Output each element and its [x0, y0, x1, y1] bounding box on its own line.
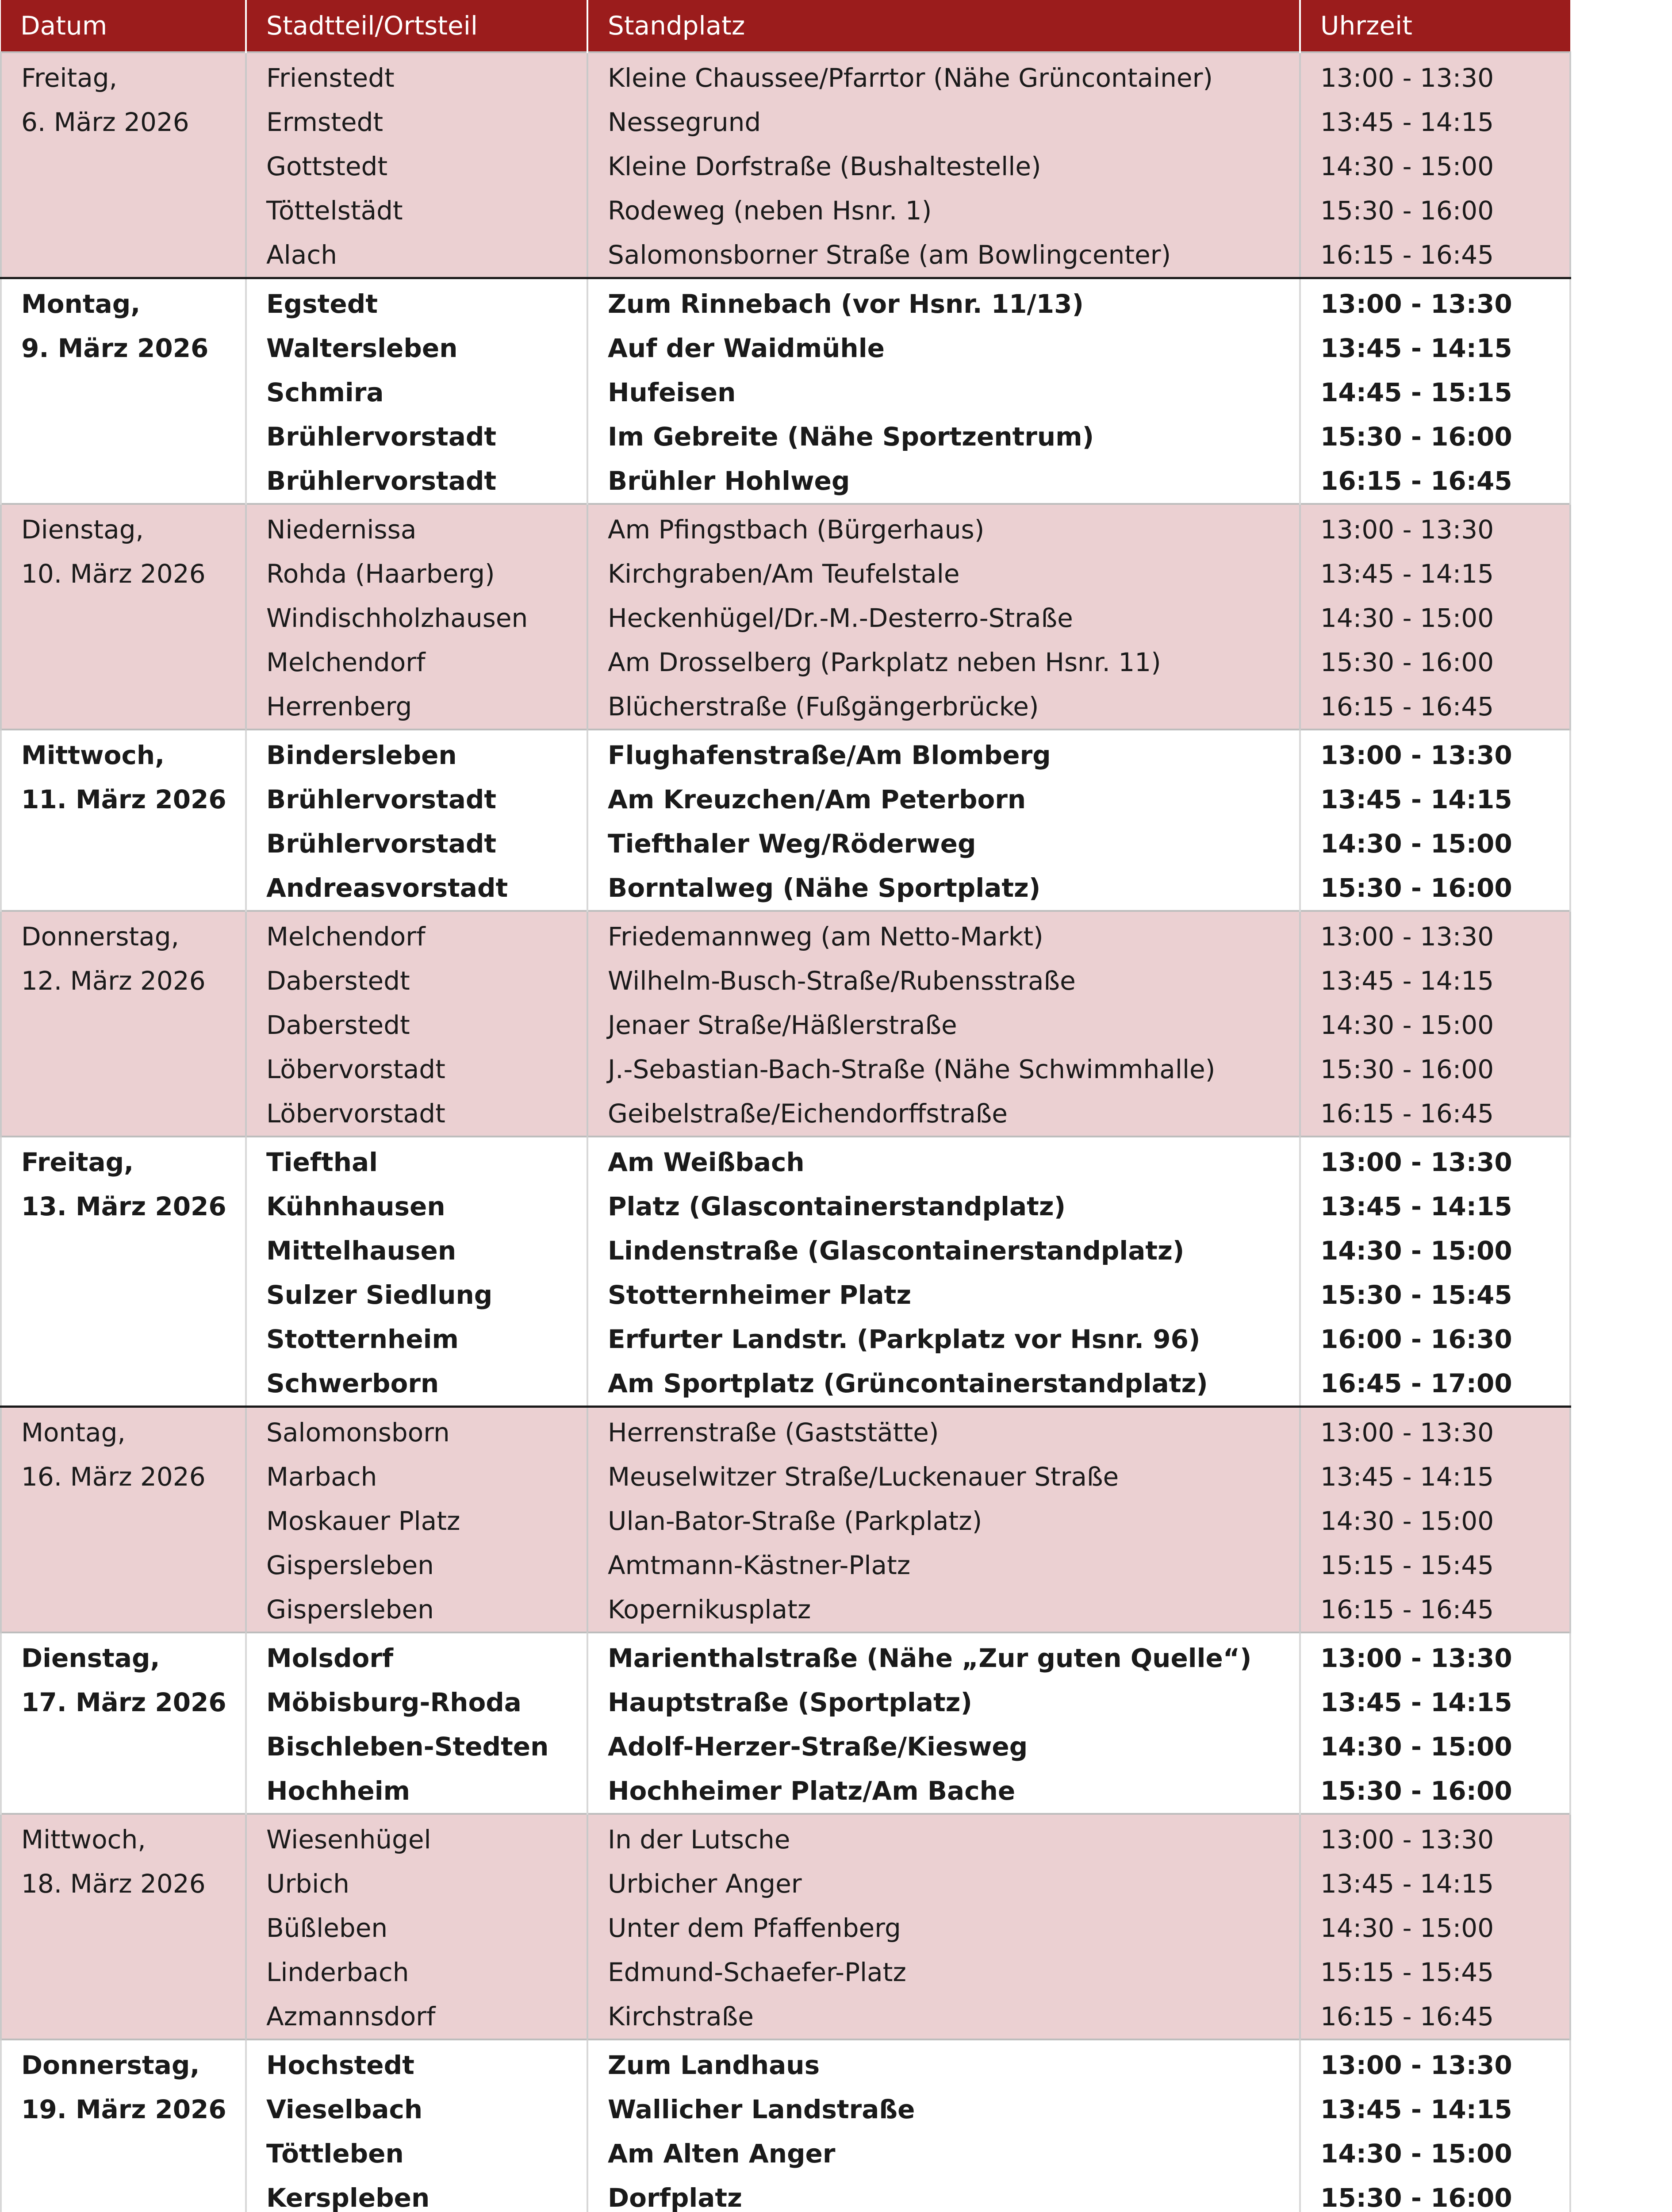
date-cell	[1, 911, 246, 1137]
location-name: Auf der Waidmühle	[608, 333, 885, 363]
location-name: Am Pfingstbach (Bürgerhaus)	[608, 515, 985, 545]
district-name: Gottstedt	[266, 151, 388, 181]
district-name: Brühlervorstadt	[266, 829, 497, 859]
district-name: Töttelstädt	[266, 196, 403, 226]
time-range: 15:30 - 16:00	[1320, 647, 1494, 677]
location-name: Am Drosselberg (Parkplatz neben Hsnr. 11)	[608, 647, 1161, 677]
time-cell	[1300, 1814, 1570, 2039]
time-range: 14:30 - 15:00	[1320, 603, 1494, 633]
district-name: Bischleben-Stedten	[266, 1732, 549, 1762]
location-name: Kleine Chaussee/Pfarrtor (Nähe Grüncontainer)	[608, 63, 1213, 93]
date-line: Freitag,	[21, 1147, 134, 1177]
district-name: Alach	[266, 240, 337, 270]
date-line: Mittwoch,	[21, 740, 165, 770]
schedule-group-row	[1, 2039, 1570, 2212]
header-datum: Datum	[1, 0, 246, 52]
district-cell	[246, 278, 587, 504]
district-name: Mittelhausen	[266, 1236, 456, 1266]
district-name: Marbach	[266, 1462, 377, 1492]
location-name: Ulan-Bator-Straße (Parkplatz)	[608, 1506, 982, 1536]
location-cell	[587, 504, 1300, 730]
location-name: Wilhelm-Busch-Straße/Rubensstraße	[608, 966, 1076, 996]
time-range: 13:45 - 14:15	[1320, 2094, 1512, 2124]
district-name: Ermstedt	[266, 107, 383, 137]
time-range: 15:30 - 16:00	[1320, 873, 1512, 903]
district-name: Frienstedt	[266, 63, 395, 93]
location-name: Stotternheimer Platz	[608, 1280, 912, 1310]
location-name: Heckenhügel/Dr.-M.-Desterro-Straße	[608, 603, 1073, 633]
location-name: Hauptstraße (Sportplatz)	[608, 1687, 972, 1717]
time-cell	[1300, 1137, 1570, 1407]
location-cell	[587, 52, 1300, 278]
location-name: Borntalweg (Nähe Sportplatz)	[608, 873, 1041, 903]
district-cell	[246, 911, 587, 1137]
date-line: Donnerstag,	[21, 922, 179, 952]
location-name: Tiefthaler Weg/Röderweg	[608, 829, 976, 859]
district-name: Brühlervorstadt	[266, 784, 497, 814]
district-name: Töttleben	[266, 2139, 404, 2169]
table-body	[1, 52, 1570, 2212]
time-range: 13:00 - 13:30	[1320, 1643, 1512, 1673]
date-line: Montag,	[21, 289, 141, 319]
header-uhrzeit: Uhrzeit	[1300, 0, 1570, 52]
location-name: Am Weißbach	[608, 1147, 805, 1177]
time-range: 16:15 - 16:45	[1320, 1098, 1494, 1129]
location-name: Zum Rinnebach (vor Hsnr. 11/13)	[608, 289, 1084, 319]
district-name: Moskauer Platz	[266, 1506, 460, 1536]
district-cell	[246, 1632, 587, 1814]
time-range: 13:00 - 13:30	[1320, 1824, 1494, 1855]
location-name: Hufeisen	[608, 377, 736, 407]
district-name: Molsdorf	[266, 1643, 394, 1673]
time-range: 14:30 - 15:00	[1320, 1913, 1494, 1943]
district-cell	[246, 1407, 587, 1633]
location-name: Platz (Glascontainerstandplatz)	[608, 1191, 1066, 1221]
district-name: Melchendorf	[266, 922, 426, 952]
district-cell	[246, 2039, 587, 2212]
time-range: 14:30 - 15:00	[1320, 1732, 1512, 1762]
date-line: 11. März 2026	[21, 784, 226, 814]
schedule-group-row	[1, 911, 1570, 1137]
date-cell	[1, 2039, 246, 2212]
time-range: 14:30 - 15:00	[1320, 151, 1494, 181]
table-header-row	[1, 0, 1570, 52]
time-range: 13:45 - 14:15	[1320, 784, 1512, 814]
location-name: Meuselwitzer Straße/Luckenauer Straße	[608, 1462, 1119, 1492]
district-name: Vieselbach	[266, 2094, 423, 2124]
location-name: J.-Sebastian-Bach-Straße (Nähe Schwimmhalle)	[608, 1054, 1216, 1084]
header-standplatz: Standplatz	[587, 0, 1300, 52]
district-name: Löbervorstadt	[266, 1098, 445, 1129]
date-cell	[1, 1632, 246, 1814]
location-cell	[587, 1814, 1300, 2039]
schedule-group-row	[1, 52, 1570, 278]
location-name: Herrenstraße (Gaststätte)	[608, 1417, 939, 1448]
time-range: 13:45 - 14:15	[1320, 333, 1512, 363]
location-name: Am Sportplatz (Grüncontainerstandplatz)	[608, 1368, 1208, 1398]
location-name: Geibelstraße/Eichendorffstraße	[608, 1098, 1008, 1129]
date-line: Mittwoch,	[21, 1824, 146, 1855]
district-name: Daberstedt	[266, 966, 410, 996]
date-line: Montag,	[21, 1417, 126, 1448]
district-name: Azmannsdorf	[266, 2001, 436, 2032]
district-name: Brühlervorstadt	[266, 422, 497, 452]
date-cell	[1, 504, 246, 730]
time-range: 16:15 - 16:45	[1320, 2001, 1494, 2032]
date-line: Dienstag,	[21, 515, 144, 545]
location-name: Adolf-Herzer-Straße/Kiesweg	[608, 1732, 1028, 1762]
time-range: 16:00 - 16:30	[1320, 1324, 1512, 1354]
schedule-group-row	[1, 504, 1570, 730]
date-line: 18. März 2026	[21, 1869, 206, 1899]
time-range: 16:45 - 17:00	[1320, 1368, 1512, 1398]
district-cell	[246, 504, 587, 730]
time-range: 16:15 - 16:45	[1320, 1594, 1494, 1624]
time-range: 15:30 - 16:00	[1320, 1054, 1494, 1084]
time-range: 14:30 - 15:00	[1320, 829, 1512, 859]
district-name: Andreasvorstadt	[266, 873, 508, 903]
date-line: Dienstag,	[21, 1643, 160, 1673]
time-range: 15:15 - 15:45	[1320, 1550, 1494, 1580]
location-cell	[587, 278, 1300, 504]
time-range: 13:45 - 14:15	[1320, 1687, 1512, 1717]
location-name: Amtmann-Kästner-Platz	[608, 1550, 911, 1580]
location-cell	[587, 1137, 1300, 1407]
location-name: Friedemannweg (am Netto-Markt)	[608, 922, 1043, 952]
district-name: Waltersleben	[266, 333, 458, 363]
time-range: 13:00 - 13:30	[1320, 515, 1494, 545]
time-range: 16:15 - 16:45	[1320, 240, 1494, 270]
location-name: Am Alten Anger	[608, 2139, 836, 2169]
district-name: Wiesenhügel	[266, 1824, 431, 1855]
time-range: 13:00 - 13:30	[1320, 1147, 1512, 1177]
district-name: Brühlervorstadt	[266, 466, 497, 496]
schedule-group-row	[1, 1137, 1570, 1407]
time-range: 13:45 - 14:15	[1320, 966, 1494, 996]
district-name: Kühnhausen	[266, 1191, 445, 1221]
time-range: 13:45 - 14:15	[1320, 1191, 1512, 1221]
time-range: 15:30 - 15:45	[1320, 1280, 1512, 1310]
schedule-group-row	[1, 1407, 1570, 1633]
district-name: Kerspleben	[266, 2183, 430, 2212]
district-name: Herrenberg	[266, 691, 412, 722]
district-cell	[246, 1814, 587, 2039]
location-name: Kirchgraben/Am Teufelstale	[608, 559, 960, 589]
location-name: Im Gebreite (Nähe Sportzentrum)	[608, 422, 1094, 452]
date-line: 12. März 2026	[21, 966, 206, 996]
time-range: 15:30 - 16:00	[1320, 422, 1512, 452]
time-range: 14:45 - 15:15	[1320, 377, 1512, 407]
district-name: Urbich	[266, 1869, 349, 1899]
time-range: 15:30 - 16:00	[1320, 1776, 1512, 1806]
date-line: 6. März 2026	[21, 107, 189, 137]
time-range: 13:00 - 13:30	[1320, 740, 1512, 770]
date-cell	[1, 1814, 246, 2039]
time-range: 13:45 - 14:15	[1320, 1869, 1494, 1899]
time-range: 14:30 - 15:00	[1320, 2139, 1512, 2169]
location-name: Urbicher Anger	[608, 1869, 802, 1899]
time-range: 15:30 - 16:00	[1320, 2183, 1512, 2212]
location-name: Unter dem Pfaffenberg	[608, 1913, 901, 1943]
date-line: 16. März 2026	[21, 1462, 206, 1492]
location-name: Kleine Dorfstraße (Bushaltestelle)	[608, 151, 1041, 181]
time-range: 13:00 - 13:30	[1320, 1417, 1494, 1448]
district-name: Linderbach	[266, 1957, 409, 1987]
district-name: Egstedt	[266, 289, 378, 319]
district-cell	[246, 730, 587, 911]
district-name: Gispersleben	[266, 1594, 434, 1624]
district-name: Salomonsborn	[266, 1417, 450, 1448]
date-cell	[1, 1137, 246, 1407]
location-name: Salomonsborner Straße (am Bowlingcenter)	[608, 240, 1171, 270]
header-stadtteil: Stadtteil/Ortsteil	[246, 0, 587, 52]
district-name: Windischholzhausen	[266, 603, 528, 633]
district-cell	[246, 1137, 587, 1407]
date-line: 9. März 2026	[21, 333, 209, 363]
district-name: Niedernissa	[266, 515, 417, 545]
district-name: Melchendorf	[266, 647, 426, 677]
district-name: Stotternheim	[266, 1324, 459, 1354]
district-name: Sulzer Siedlung	[266, 1280, 493, 1310]
time-range: 13:00 - 13:30	[1320, 289, 1512, 319]
district-name: Hochheim	[266, 1776, 410, 1806]
time-cell	[1300, 1407, 1570, 1633]
district-cell	[246, 52, 587, 278]
time-range: 15:15 - 15:45	[1320, 1957, 1494, 1987]
date-line: Freitag,	[21, 63, 118, 93]
location-name: Brühler Hohlweg	[608, 466, 850, 496]
time-range: 13:00 - 13:30	[1320, 2050, 1512, 2080]
district-name: Rohda (Haarberg)	[266, 559, 495, 589]
location-cell	[587, 1407, 1300, 1633]
district-name: Schmira	[266, 377, 384, 407]
location-name: Dorfplatz	[608, 2183, 742, 2212]
location-name: Wallicher Landstraße	[608, 2094, 915, 2124]
location-name: Lindenstraße (Glascontainerstandplatz)	[608, 1236, 1185, 1266]
schedule-group-row	[1, 1814, 1570, 2039]
schedule-group-row	[1, 278, 1570, 504]
district-name: Möbisburg-Rhoda	[266, 1687, 522, 1717]
district-name: Büßleben	[266, 1913, 388, 1943]
date-line: 10. März 2026	[21, 559, 206, 589]
district-name: Bindersleben	[266, 740, 457, 770]
location-name: Flughafenstraße/Am Blomberg	[608, 740, 1051, 770]
location-name: Kirchstraße	[608, 2001, 754, 2032]
time-range: 13:45 - 14:15	[1320, 1462, 1494, 1492]
date-cell	[1, 52, 246, 278]
time-range: 16:15 - 16:45	[1320, 466, 1512, 496]
location-cell	[587, 911, 1300, 1137]
location-name: In der Lutsche	[608, 1824, 790, 1855]
location-name: Erfurter Landstr. (Parkplatz vor Hsnr. 96)	[608, 1324, 1200, 1354]
location-name: Marienthalstraße (Nähe „Zur guten Quelle“)	[608, 1643, 1252, 1673]
location-cell	[587, 730, 1300, 911]
time-cell	[1300, 504, 1570, 730]
district-name: Schwerborn	[266, 1368, 439, 1398]
time-range: 13:45 - 14:15	[1320, 559, 1494, 589]
location-name: Nessegrund	[608, 107, 761, 137]
time-range: 13:45 - 14:15	[1320, 107, 1494, 137]
time-range: 13:00 - 13:30	[1320, 922, 1494, 952]
district-name: Löbervorstadt	[266, 1054, 445, 1084]
time-cell	[1300, 278, 1570, 504]
district-name: Daberstedt	[266, 1010, 410, 1040]
date-cell	[1, 730, 246, 911]
district-name: Hochstedt	[266, 2050, 414, 2080]
time-cell	[1300, 911, 1570, 1137]
time-range: 14:30 - 15:00	[1320, 1010, 1494, 1040]
location-name: Hochheimer Platz/Am Bache	[608, 1776, 1016, 1806]
location-name: Kopernikusplatz	[608, 1594, 811, 1624]
time-cell	[1300, 2039, 1570, 2212]
location-name: Blücherstraße (Fußgängerbrücke)	[608, 691, 1039, 722]
location-name: Jenaer Straße/Häßlerstraße	[608, 1010, 957, 1040]
location-name: Zum Landhaus	[608, 2050, 820, 2080]
time-cell	[1300, 730, 1570, 911]
time-cell	[1300, 1632, 1570, 1814]
location-name: Rodeweg (neben Hsnr. 1)	[608, 196, 932, 226]
time-cell	[1300, 52, 1570, 278]
date-line: 17. März 2026	[21, 1687, 226, 1717]
schedule-group-row	[1, 1632, 1570, 1814]
date-line: 13. März 2026	[21, 1191, 226, 1221]
location-name: Am Kreuzchen/Am Peterborn	[608, 784, 1026, 814]
time-range: 16:15 - 16:45	[1320, 691, 1494, 722]
location-name: Edmund-Schaefer-Platz	[608, 1957, 906, 1987]
date-cell	[1, 278, 246, 504]
time-range: 14:30 - 15:00	[1320, 1236, 1512, 1266]
location-cell	[587, 1632, 1300, 1814]
time-range: 15:30 - 16:00	[1320, 196, 1494, 226]
time-range: 13:00 - 13:30	[1320, 63, 1494, 93]
district-name: Gispersleben	[266, 1550, 434, 1580]
location-cell	[587, 2039, 1300, 2212]
date-line: Donnerstag,	[21, 2050, 200, 2080]
district-name: Tiefthal	[266, 1147, 378, 1177]
date-line: 19. März 2026	[21, 2094, 226, 2124]
schedule-group-row	[1, 730, 1570, 911]
date-cell	[1, 1407, 246, 1633]
time-range: 14:30 - 15:00	[1320, 1506, 1494, 1536]
